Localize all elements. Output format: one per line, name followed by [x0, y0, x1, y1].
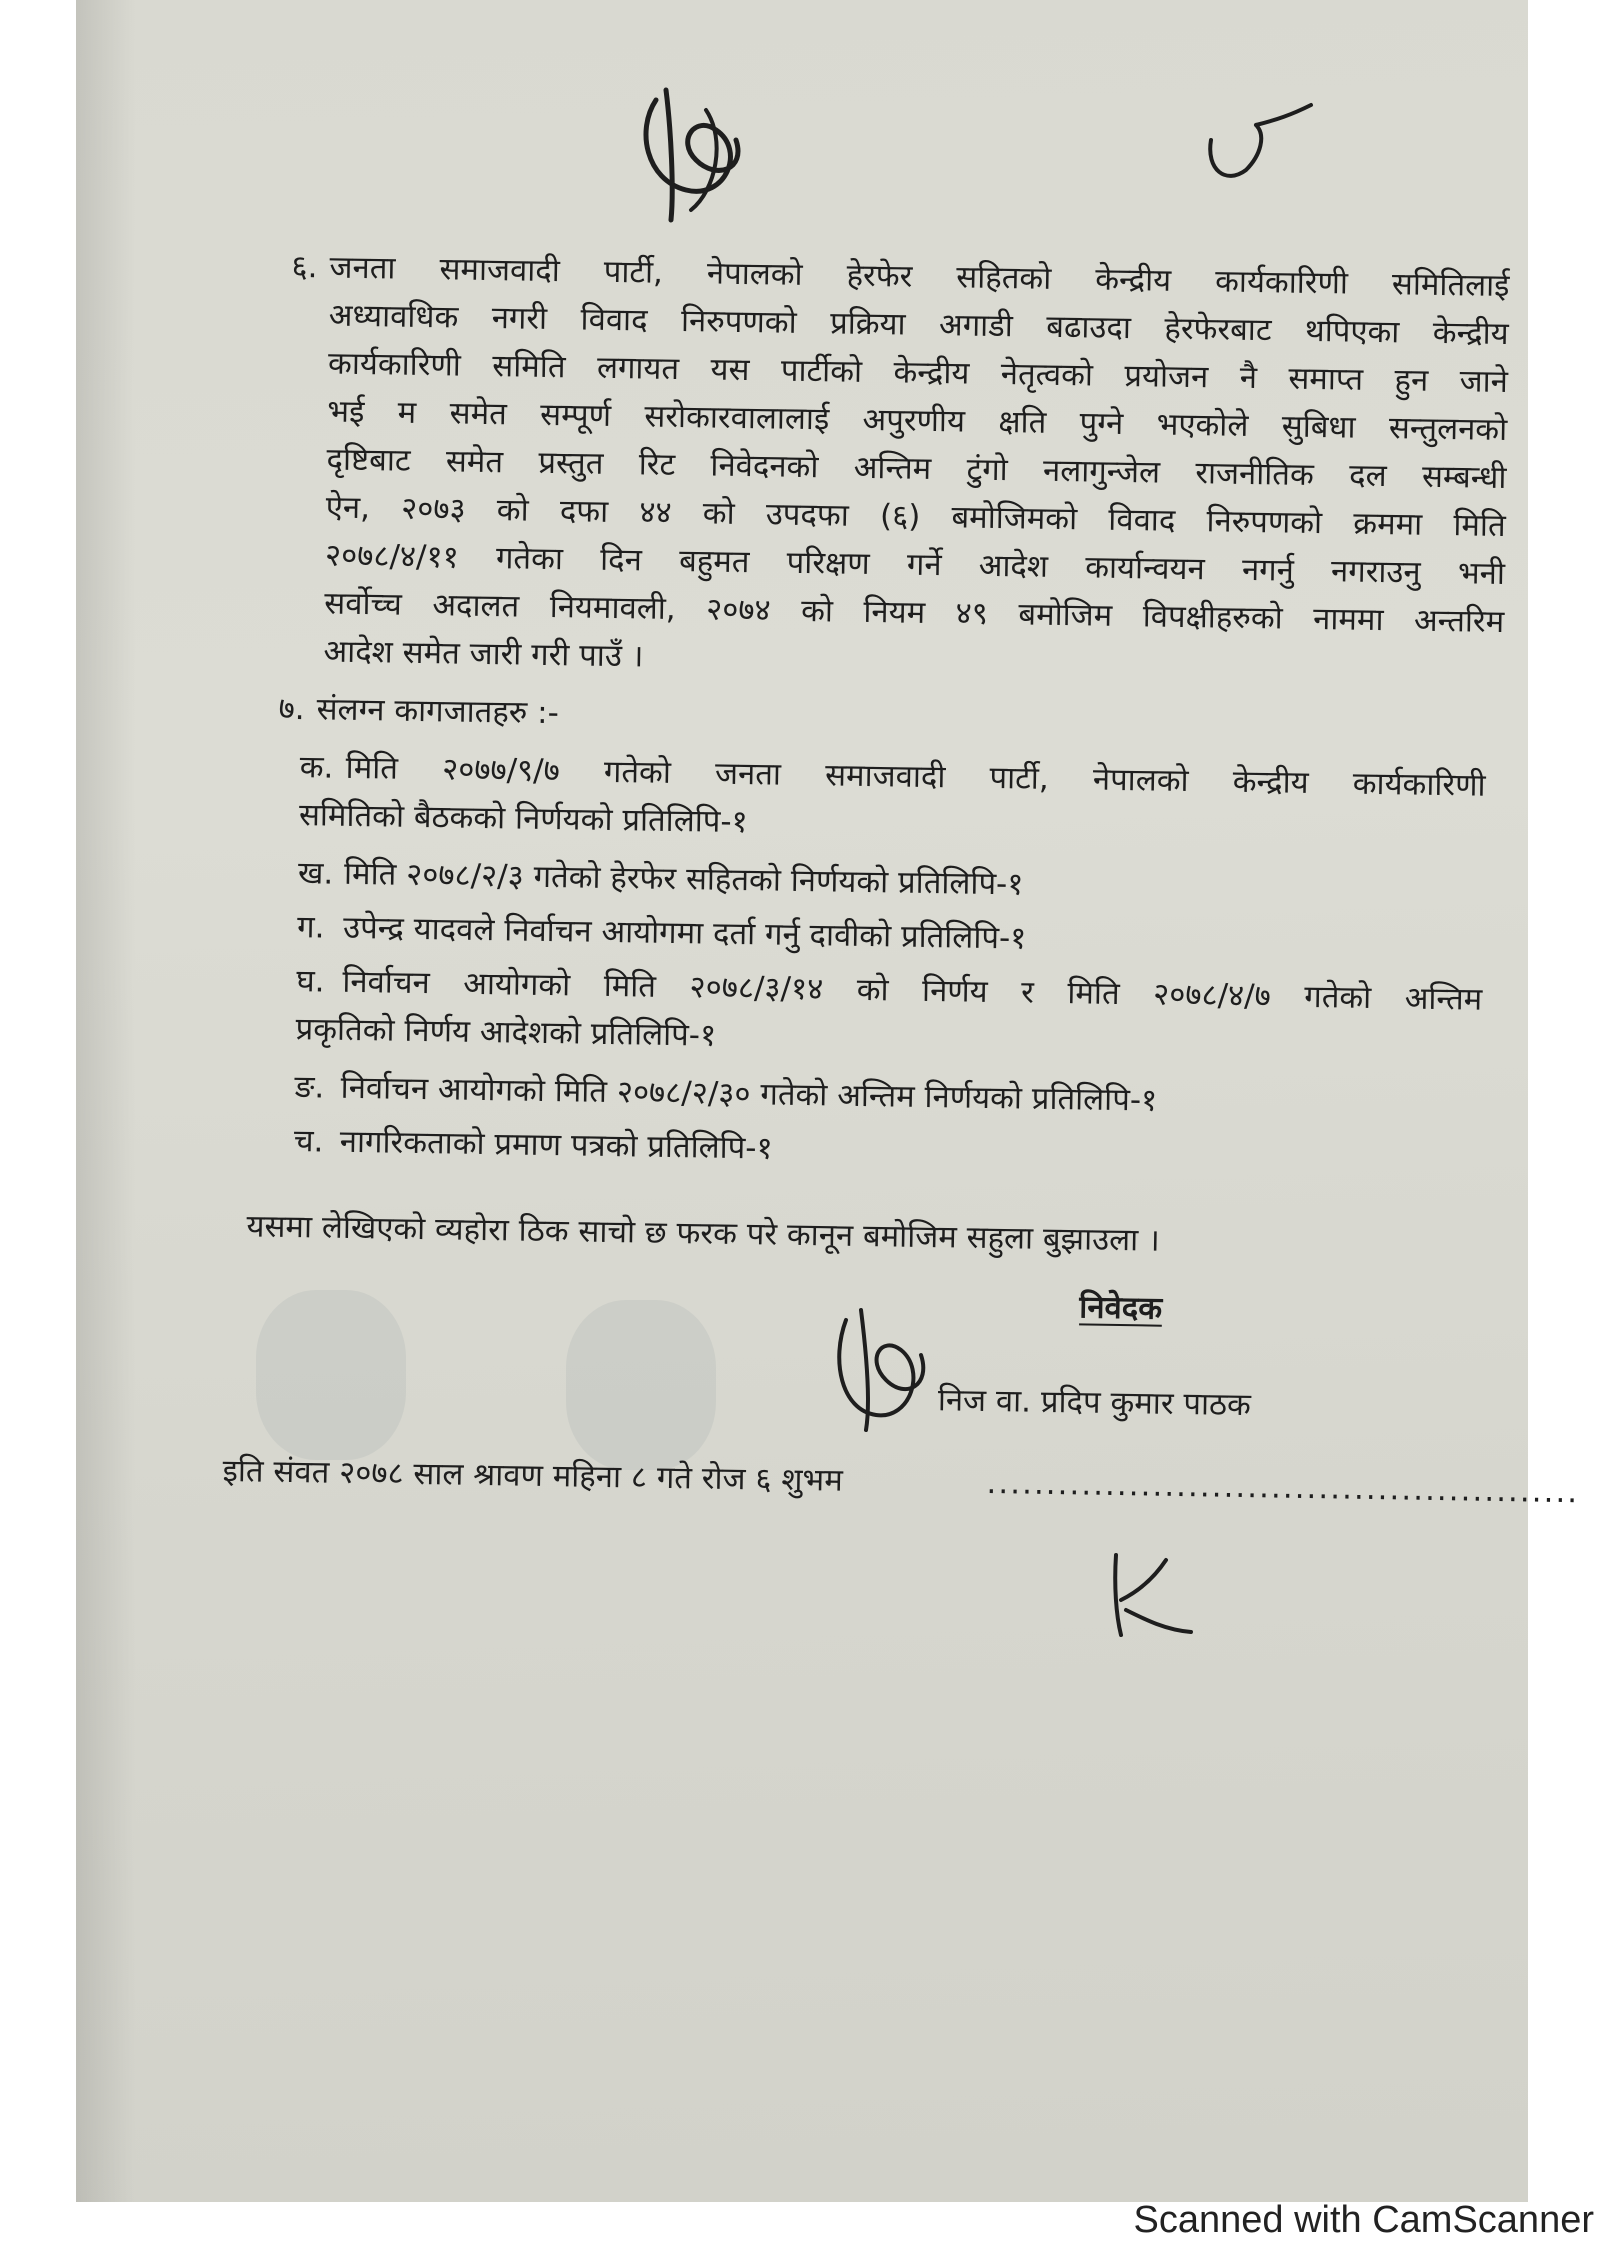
declaration-text: यसमा लेखिएको व्यहोरा ठिक साचो छ फरक परे कानून बमोजिम सहुला बुझाउला । — [246, 1208, 1161, 1259]
attachment-marker: च. — [293, 1123, 324, 1160]
item-6-line: अध्यावधिक नगरी विवाद निरुपणको प्रक्रिया अगाडी बढाउदा हेरफेरबाट थपिएका केन्द्रीय — [328, 297, 1509, 353]
item-6-line: भई म समेत सम्पूर्ण सरोकारवालालाई अपुरणीय क्षति पुग्ने भएकोले सुबिधा सन्तुलनको — [327, 393, 1508, 449]
document-body — [55, 0, 1580, 2213]
attachment-text: निर्वाचन आयोगको मिति २०७८/२/३० गतेको अन्तिम निर्णयको प्रतिलिपि-१ — [340, 1069, 1158, 1119]
applicant-heading: निवेदक — [1079, 1289, 1163, 1327]
attachment-text-cont: समितिको बैठकको निर्णयको प्रतिलिपि-१ — [298, 797, 748, 841]
attachment-marker: क. — [299, 749, 334, 786]
bottom-mark — [1086, 1540, 1206, 1650]
attachment-text: उपेन्द्र यादवले निर्वाचन आयोगमा दर्ता गर्नु दावीको प्रतिलिपि-१ — [342, 909, 1027, 957]
attachments-heading: संलग्न कागजातहरु :- — [316, 691, 560, 732]
camscanner-watermark: Scanned with CamScanner — [1133, 2199, 1594, 2241]
scanned-paper — [76, 0, 1580, 2202]
attachment-marker: ङ. — [294, 1069, 325, 1106]
attachment-text: मिति २०७७/९/७ गतेको जनता समाजवादी पार्टी, नेपालको केन्द्रीय कार्यकारिणी — [345, 749, 1486, 804]
item-6-line: दृष्टिबाट समेत प्रस्तुत रिट निवेदनको अन्तिम टुंगो नलागुन्जेल राजनीतिक दल सम्बन्धी — [326, 441, 1507, 497]
item-6-line: जनता समाजवादी पार्टी, नेपालको हेरफेर सहितको केन्द्रीय कार्यकारिणी समितिलाई — [329, 249, 1510, 305]
item-6-line: सर्वोच्च अदालत नियमावली, २०७४ को नियम ४९ बमोजिम विपक्षीहरुको नाममा अन्तरिम — [324, 585, 1505, 640]
date-dotted-line: .................................................. — [986, 1464, 1580, 1511]
attachment-text-cont: प्रकृतिको निर्णय आदेशको प्रतिलिपि-१ — [295, 1011, 717, 1054]
item-6-number: ६. — [291, 248, 318, 286]
date-line: इति संवत २०७८ साल श्रावण महिना ८ गते रोज ६ शुभम — [222, 1452, 844, 1499]
item-6-line: कार्यकारिणी समिति लगायत यस पार्टीको केन्द्रीय नेतृत्वको प्रयोजन नै समाप्त हुन जाने — [327, 345, 1509, 401]
applicant-name: निज वा. प्रदिप कुमार पाठक — [937, 1382, 1252, 1424]
attachment-marker: ग. — [296, 909, 325, 946]
attachment-text: नागरिकताको प्रमाण पत्रको प्रतिलिपि-१ — [339, 1123, 773, 1167]
attachment-text: मिति २०७८/२/३ गतेको हेरफेर सहितको निर्णयको प्रतिलिपि-१ — [343, 855, 1024, 903]
item-6-line: २०७८/४/११ गतेका दिन बहुमत परिक्षण गर्ने आदेश कार्यान्वयन नगर्नु नगराउनु भनी — [324, 537, 1506, 593]
item-7-number: ७. — [278, 690, 305, 728]
attachment-marker: ख. — [297, 855, 334, 892]
attachment-marker: घ. — [296, 963, 325, 1000]
applicant-signature — [816, 1290, 966, 1440]
attachment-text: निर्वाचन आयोगको मिति २०७८/३/१४ को निर्णय र मिति २०७८/४/७ गतेको अन्तिम — [342, 963, 1483, 1018]
item-6-last-line: आदेश समेत जारी गरी पाउँ । — [323, 633, 644, 675]
item-6-line: ऐन, २०७३ को दफा ४४ को उपदफा (६) बमोजिमको विवाद निरुपणको क्रममा मिति — [325, 489, 1506, 545]
